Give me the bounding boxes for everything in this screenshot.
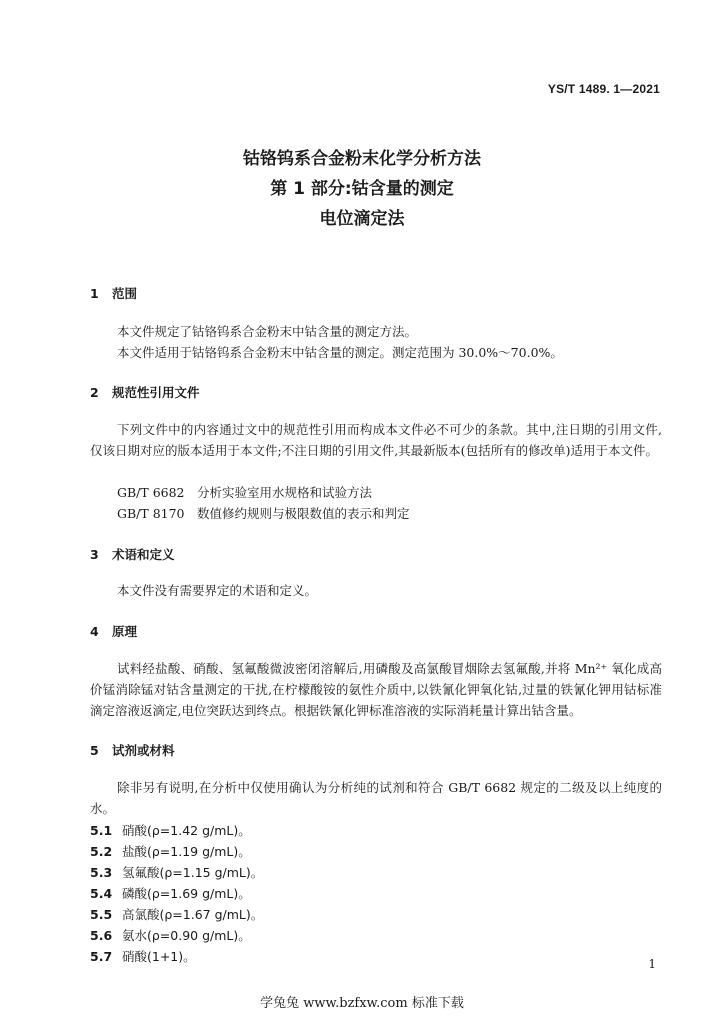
section-title: 术语和定义 <box>112 547 175 562</box>
section-number: 5 <box>90 743 99 758</box>
section-number: 4 <box>90 624 99 639</box>
item-number: 5.4 <box>90 886 113 901</box>
item-number: 5.6 <box>90 928 113 943</box>
reference-name: 分析实验室用水规格和试验方法 <box>197 485 373 500</box>
reagent-item <box>90 863 263 881</box>
title-line-2: 第 1 部分:钴含量的测定 <box>270 179 454 199</box>
section-heading-4 <box>90 622 137 640</box>
paragraph: 试料经盐酸、硝酸、氢氟酸微波密闭溶解后,用磷酸及高氯酸冒烟除去氢氟酸,并将 Mn²⁺ 氧化成高价锰消除锰对钴含量测定的干扰,在柠檬酸铵的氨性介质中,以铁氰化钾氧化钴,过量的铁氰化钾用钴标准滴定溶液返滴定,电位突跃达到终点。根据铁氰化钾标准溶液的实际消耗量计算出钴含量。 <box>90 661 662 718</box>
section-heading-1 <box>90 284 137 302</box>
item-text: 氢氟酸(ρ=1.15 g/mL)。 <box>122 865 264 880</box>
item-text: 高氯酸(ρ=1.67 g/mL)。 <box>122 907 264 922</box>
title-line-1: 钴铬钨系合金粉末化学分析方法 <box>243 149 481 169</box>
title-line-3: 电位滴定法 <box>319 209 405 229</box>
item-text: 氨水(ρ=0.90 g/mL)。 <box>122 928 251 943</box>
paragraph: 本文件适用于钴铬钨系合金粉末中钴含量的测定。测定范围为 30.0%～70.0%。 <box>117 345 563 360</box>
footer-watermark: 学兔兔 www.bzfxw.com 标准下载 <box>260 996 464 1011</box>
section-heading-2 <box>90 383 200 401</box>
item-number: 5.1 <box>90 823 113 838</box>
item-number: 5.5 <box>90 907 113 922</box>
section-title: 试剂或材料 <box>112 743 175 758</box>
page-number: 1 <box>648 957 656 971</box>
item-number: 5.7 <box>90 949 113 964</box>
paragraph: 除非另有说明,在分析中仅使用确认为分析纯的试剂和符合 GB/T 6682 规定的二级及以上纯度的水。 <box>90 780 662 816</box>
reagent-item <box>90 842 251 860</box>
reagent-item <box>90 926 251 944</box>
item-text: 盐酸(ρ=1.19 g/mL)。 <box>122 844 251 859</box>
document-title <box>0 144 724 234</box>
standard-number: YS/T 1489. 1—2021 <box>547 82 660 96</box>
section-number: 2 <box>90 385 99 400</box>
section-number: 3 <box>90 547 99 562</box>
item-number: 5.3 <box>90 865 113 880</box>
section-number: 1 <box>90 286 99 301</box>
reference-item <box>117 483 372 501</box>
reagent-item <box>90 884 251 902</box>
paragraph: 下列文件中的内容通过文中的规范性引用而构成本文件必不可少的条款。其中,注日期的引用文件,仅该日期对应的版本适用于本文件;不注日期的引用文件,其最新版本(包括所有的修改单)适用于本文件。 <box>90 422 662 458</box>
section-heading-3 <box>90 545 175 563</box>
section-title: 范围 <box>112 286 138 301</box>
item-text: 磷酸(ρ=1.69 g/mL)。 <box>122 886 251 901</box>
item-number: 5.2 <box>90 844 113 859</box>
paragraph: 本文件没有需要界定的术语和定义。 <box>117 583 318 598</box>
reference-name: 数值修约规则与极限数值的表示和判定 <box>197 506 410 521</box>
section-title: 规范性引用文件 <box>112 385 200 400</box>
section-heading-5 <box>90 741 175 759</box>
reference-code: GB/T 8170 <box>117 506 185 521</box>
reference-item <box>117 504 410 522</box>
item-text: 硝酸(ρ=1.42 g/mL)。 <box>122 823 251 838</box>
section-title: 原理 <box>112 624 138 639</box>
reagent-item <box>90 947 196 965</box>
reagent-item <box>90 905 263 923</box>
reference-code: GB/T 6682 <box>117 485 185 500</box>
reagent-item <box>90 821 251 839</box>
item-text: 硝酸(1+1)。 <box>122 949 196 964</box>
paragraph: 本文件规定了钴铬钨系合金粉末中钴含量的测定方法。 <box>117 324 418 339</box>
